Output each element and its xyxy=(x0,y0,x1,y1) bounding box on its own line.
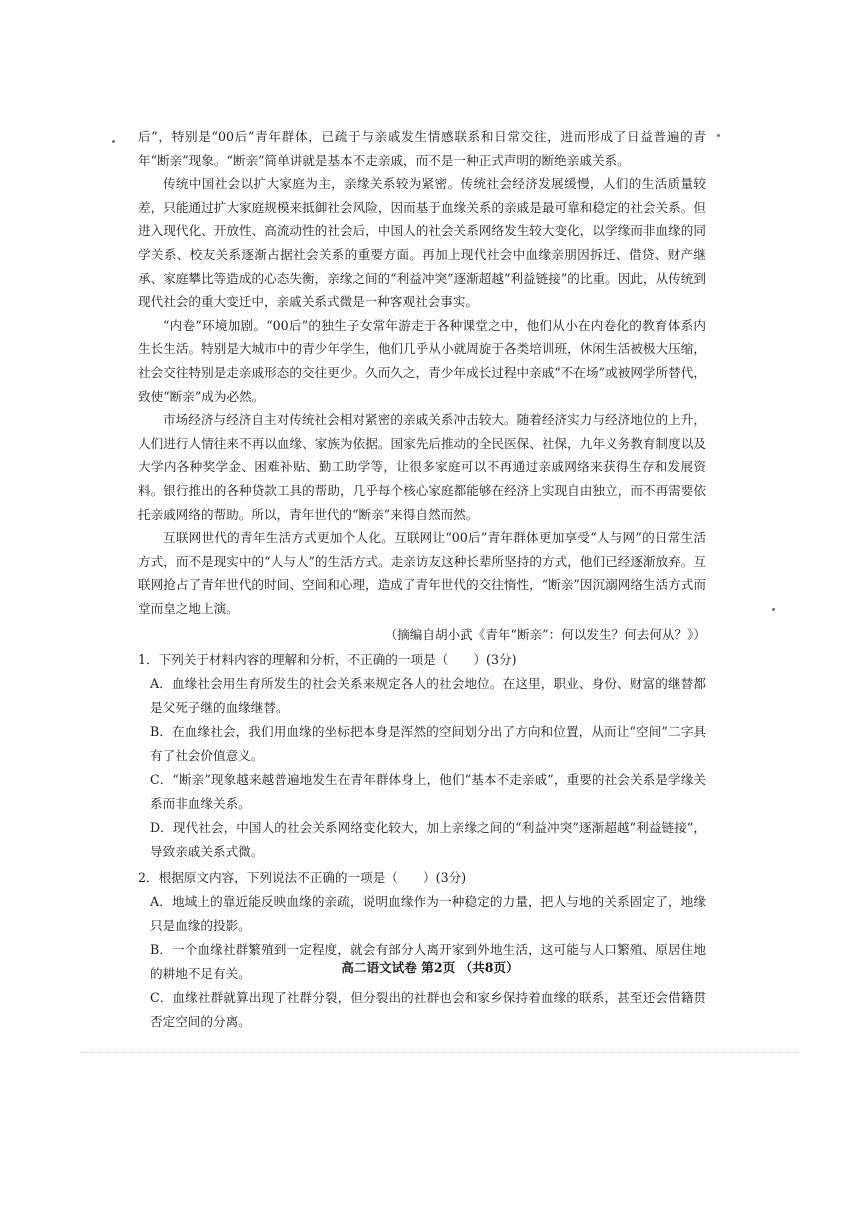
option-d: D．现代社会，中国人的社会关系网络变化较大，加上亲缘之间的“利益冲突”逐渐超越“利益链接”，导致亲戚关系式微。 xyxy=(150,820,706,860)
question-2 xyxy=(138,866,706,1034)
paragraph-market-economy: 市场经济与经济自主对传统社会相对紧密的亲戚关系冲击较大。随着经济实力与经济地位的上升，人们进行人情往来不再以血缘、家族为依据。国家先后推动的全民医保、社保，九年义务教育制度以及大学内各种奖学金、困难补贴、勤工助学等，让很多家庭可以不再通过亲戚网络来获得生存和发展资料。银行推出的各种贷款工具的帮助，几乎每个核心家庭都能够在经济上实现自由独立，而不再需要依托亲戚网络的帮助。所以，青年世代的“断亲”来得自然而然。 xyxy=(138,412,706,522)
question-stem: 2．根据原文内容，下列说法不正确的一项是（ ）(3分) xyxy=(138,870,467,886)
option-c: C．“断亲”现象越来越普遍地发生在青年群体身上，他们“基本不走亲戚”，重要的社会关系是学缘关系而非血缘关系。 xyxy=(150,772,706,812)
question-stem: 1．下列关于材料内容的理解和分析，不正确的一项是（ ）(3分) xyxy=(138,652,517,668)
scan-speck xyxy=(717,134,720,137)
scan-artifact-line xyxy=(80,1052,800,1053)
question-1 xyxy=(138,648,706,864)
paragraph-internet-generation: 互联网世代的青年生活方式更加个人化。互联网让“00后”青年群体更加享受“人与网”的日常生活方式，而不是现实中的“人与人”的生活方式。走亲访友这种长辈所坚持的方式，他们已经逐渐放弃。互联网抢占了青年世代的时间、空间和心理，造成了青年世代的交往惰性，“断亲”因沉溺网络生活方式而堂而皇之地上演。 xyxy=(138,530,706,616)
source-citation: （摘编自胡小武《青年“断亲”：何以发生？何去何从？》） xyxy=(384,627,706,643)
option-a: A．地域上的靠近能反映血缘的亲疏，说明血缘作为一种稳定的力量，把人与地的关系固定了，地缘只是血缘的投影。 xyxy=(150,894,706,934)
page-footer: 高二语文试卷 第2页 （共8页） xyxy=(341,960,519,975)
option-b: B．在血缘社会，我们用血缘的坐标把本身是浑然的空间划分出了方向和位置，从而让“空间”二字具有了社会价值意义。 xyxy=(150,724,706,764)
reading-passage xyxy=(138,125,706,1034)
scan-speck xyxy=(772,608,775,611)
option-a: A．血缘社会用生育所发生的社会关系来规定各人的社会地位。在这里，职业、身份、财富的继替都是父死子继的血缘继替。 xyxy=(150,676,706,716)
scan-speck xyxy=(112,140,115,143)
paragraph-traditional-society: 传统中国社会以扩大家庭为主，亲缘关系较为紧密。传统社会经济发展缓慢，人们的生活质量较差，只能通过扩大家庭规模来抵御社会风险，因而基于血缘关系的亲戚是最可靠和稳定的社会关系。但进入现代化、开放性、高流动性的社会后，中国人的社会关系网络发生较大变化，以学缘而非血缘的同学关系、校友关系逐渐占据社会关系的重要方面。再加上现代社会中血缘亲朋因拆迁、借贷、财产继承、家庭攀比等造成的心态失衡，亲缘之间的“利益冲突”逐渐超越“利益链接”的比重。因此，从传统到现代社会的重大变迁中，亲戚关系式微是一种客观社会事实。 xyxy=(138,176,706,310)
option-b: B．一个血缘社群繁殖到一定程度，就会有部分人离开家到外地生活，这可能与人口繁殖、原居住地的耕地不足有关。 xyxy=(150,942,706,982)
option-c: C．血缘社群就算出现了社群分裂，但分裂出的社群也会和家乡保持着血缘的联系，甚至还会借籍贯否定空间的分离。 xyxy=(150,990,706,1030)
paragraph-continued: 后”，特别是“00后”青年群体，已疏于与亲戚发生情感联系和日常交往，进而形成了日益普遍的青年“断亲”现象。“断亲”简单讲就是基本不走亲戚，而不是一种正式声明的断绝亲戚关系。 xyxy=(138,129,706,168)
paragraph-involution: “内卷”环境加剧。“00后”的独生子女常年游走于各种课堂之中，他们从小在内卷化的教育体系内生长生活。特别是大城市中的青少年学生，他们几乎从小就周旋于各类培训班，休闲生活被极大压缩，社会交往特别是走亲戚形态的交往更少。久而久之，青少年成长过程中亲戚“不在场”或被网学所替代，致使“断亲”成为必然。 xyxy=(138,317,706,404)
